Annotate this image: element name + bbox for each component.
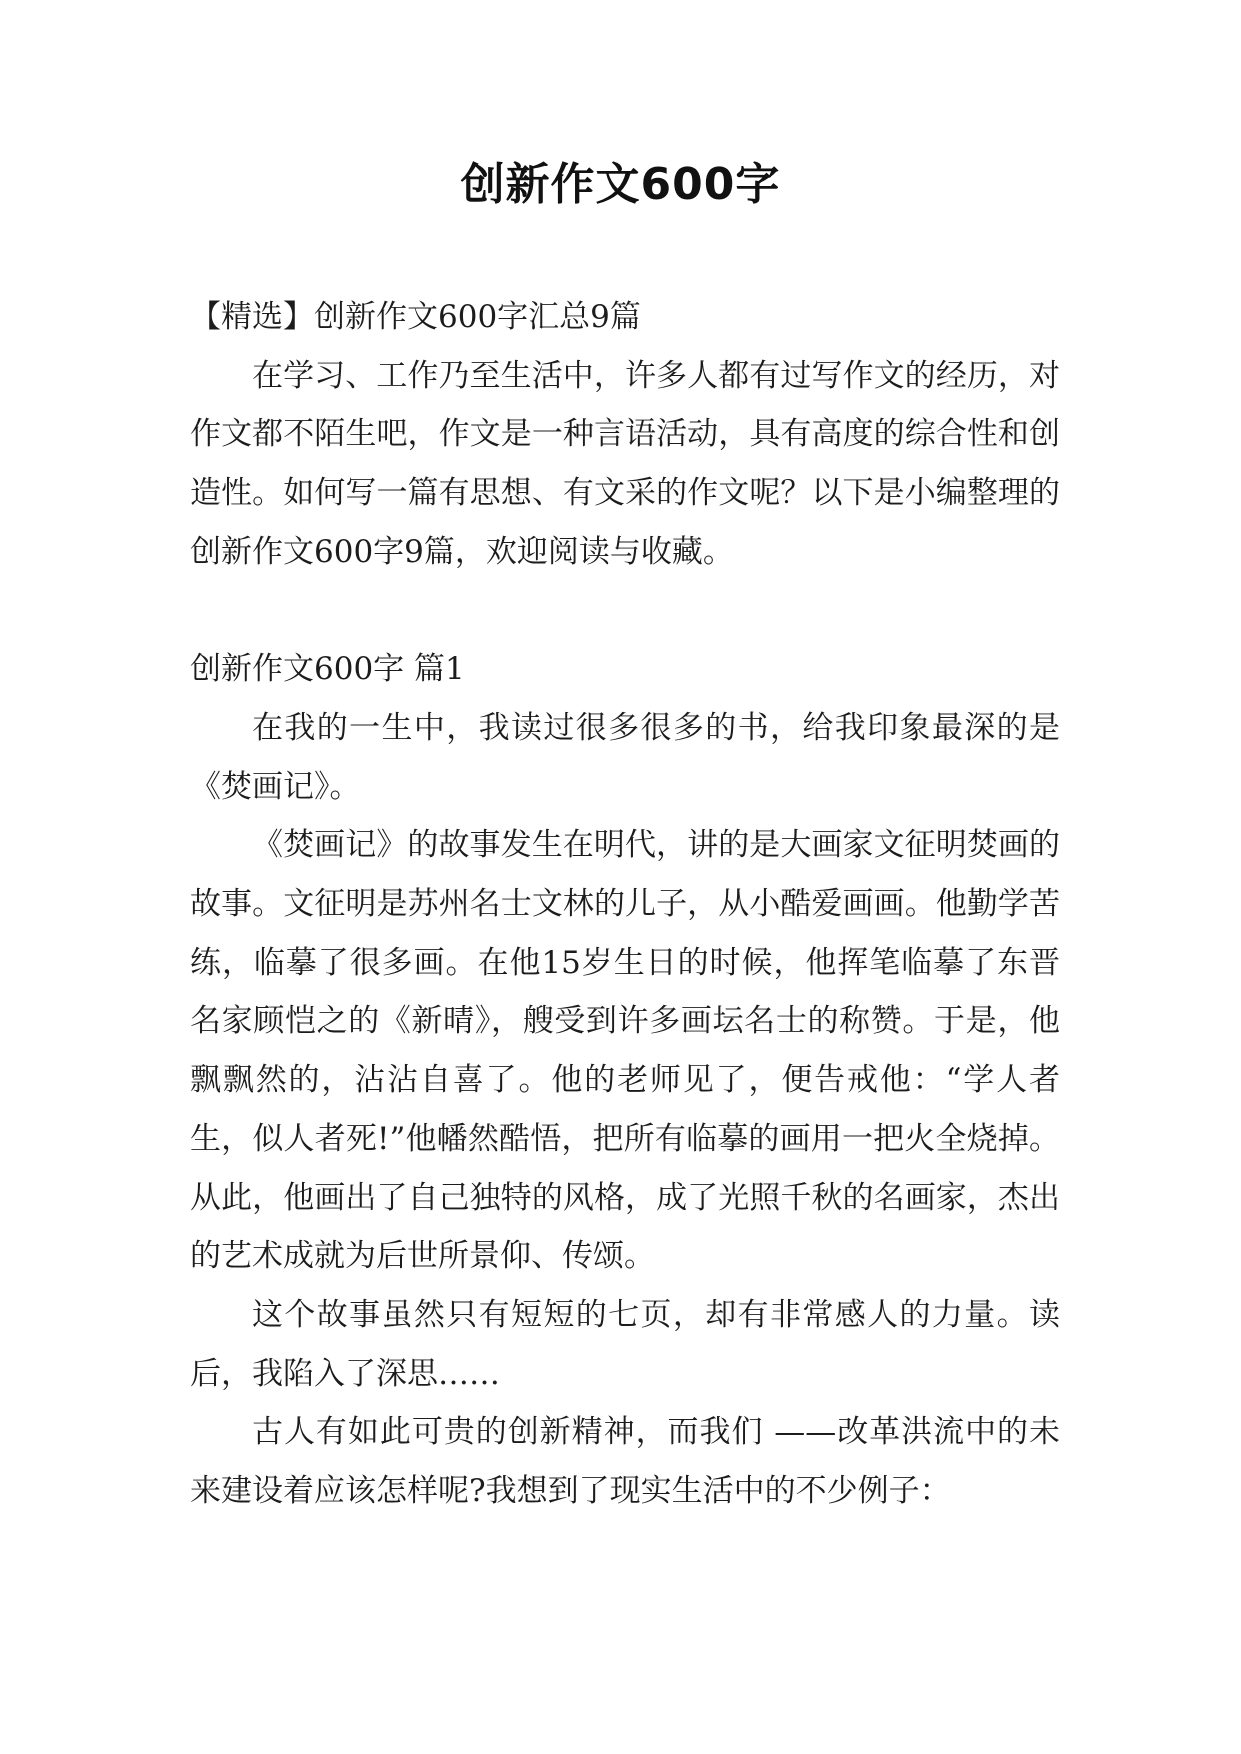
collection-heading: 【精选】创新作文600字汇总9篇 (190, 299, 641, 335)
body-paragraph: 在我的一生中，我读过很多很多的书，给我印象最深的是《焚画记》。 (190, 709, 1060, 805)
document-body (190, 288, 1060, 1521)
section-heading: 创新作文600字 篇1 (190, 651, 465, 688)
body-paragraph: 这个故事虽然只有短短的七页，却有非常感人的力量。读后，我陷入了深思…… (190, 1296, 1060, 1392)
body-paragraph: 《焚画记》的故事发生在明代，讲的是大画家文征明焚画的故事。文征明是苏州名士文林的儿子，从小酷爱画画。他勤学苦练，临摹了很多画。在他15岁生日的时候，他挥笔临摹了东晋名家顾恺之的《新晴》，艘受到许多画坛名士的称赞。于是，他飘飘然的，沾沾自喜了。他的老师见了，便告戒他：“学人者生，似人者死!”他幡然酷悟，把所有临摹的画用一把火全烧掉。从此，他画出了自己独特的风格，成了光照千秋的名画家，杰出的艺术成就为后世所景仰、传颂。 (190, 827, 1060, 1275)
intro-paragraph: 在学习、工作乃至生活中，许多人都有过写作文的经历，对作文都不陌生吧，作文是一种言语活动，具有高度的综合性和创造性。如何写一篇有思想、有文采的作文呢？以下是小编整理的创新作文600字9篇，欢迎阅读与收藏。 (190, 357, 1060, 570)
paragraph-spacer (190, 582, 1060, 641)
body-paragraph: 古人有如此可贵的创新精神，而我们 ——改革洪流中的未来建设着应该怎样呢?我想到了现实生活中的不少例子： (190, 1414, 1060, 1510)
document-title: 创新作文600字 (460, 159, 781, 210)
